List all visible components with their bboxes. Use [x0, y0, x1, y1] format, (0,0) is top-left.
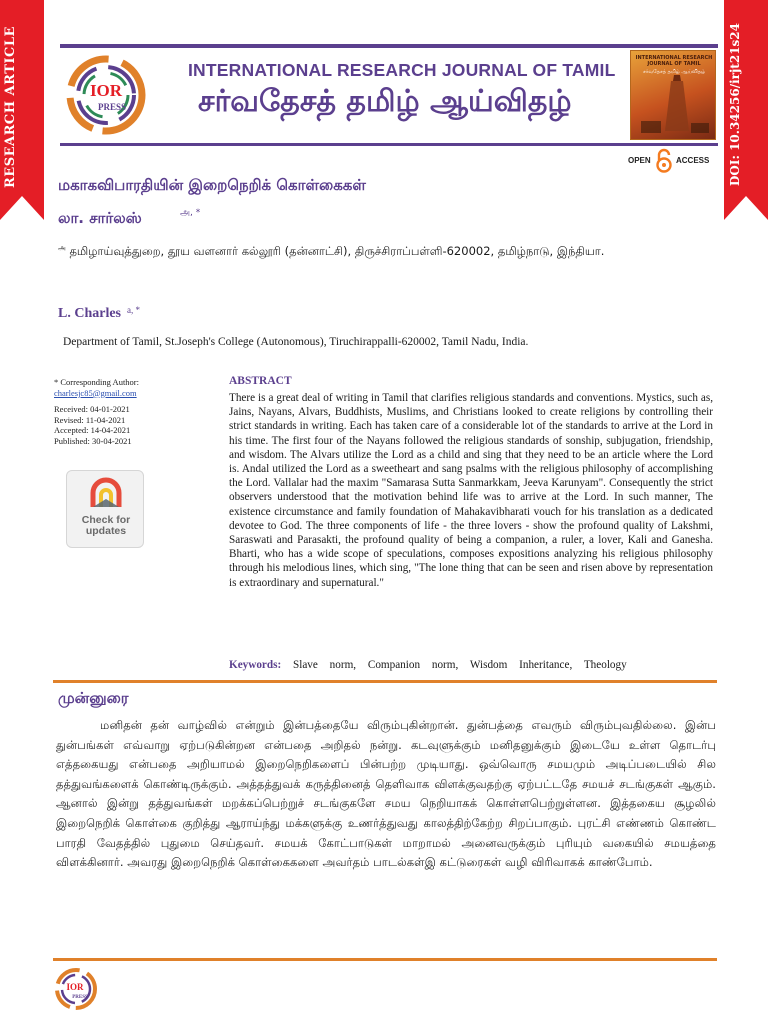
footer-logo-mark — [52, 965, 100, 1013]
affiliation-tamil-mark: அ — [58, 244, 66, 253]
section-divider-top — [53, 680, 717, 683]
research-article-label: RESEARCH ARTICLE — [3, 26, 18, 188]
temple-image — [631, 51, 717, 141]
introduction-text: மனிதன் தன் வாழ்வில் என்றும் இன்பத்தையே விரும்புகின்றான். துன்பத்தை எவரும் விரும்புவதில்லை. இன்ப துன்பங்கள் எவ்வாறு ஏற்படுகின்றன என்பதை அறிதல் நன்று. கடவுளுக்கும் மனிதனுக்கும் இடையே உள்ள தொடர்பு எத்தகையது என்பதை அறியாமல் இறைநெறிகளைப் பின்பற்ற முடியாது. ஒவ்வொரு சமயமும் அடிப்படையில் சில தத்துவங்களைக் கொண்டிருக்கும். அத்தத்துவக் கருத்தினைத் தெளிவாக விளக்குவதற்கு ஏற்பட்டதே சமயச் சடங்குகள் ஆகும். ஆனால் இன்று தத்துவங்கள் மறக்கப்பெற்றுச் சடங்குகளே சமய நெறியாகக் கொள்ளபெற்றுள்ளன. இத்தகைய சூழலில் இறைநெறிக் கொள்கை குறித்து ஆராய்ந்து மக்களுக்கு உணர்த்துவது காலத்திற்கேற்ற சிறப்பாகும். புரட்சி எண்ணம் கொண்ட பாரதி வேதத்தில் புதுமை செய்தவர். சமயக் கோட்பாடுகள் மாறாமல் அனைவருக்கும் புரியும் வகையில் சமயத்தை விளக்கினார். அவரது இறைநெறிக் கொள்கைகளை அவர்தம் பாடல்கள்இ கட்டுரைகள் வழி விரிவாகக் காண்போம். — [56, 718, 716, 870]
open-access-access-text: ACCESS — [676, 156, 710, 165]
journal-title-english: INTERNATIONAL RESEARCH JOURNAL OF TAMIL — [188, 60, 616, 80]
logo-press-text: PRESS — [97, 102, 127, 112]
introduction-heading: முன்னுரை — [58, 689, 129, 707]
author-english-superscript: a, * — [127, 305, 140, 315]
check-updates-label — [67, 515, 145, 537]
article-title-tamil: மகாகவிபாரதியின் இறைநெறிக் கொள்கைகள் — [58, 176, 366, 194]
doi-ribbon[interactable] — [724, 0, 768, 220]
header-rule-bottom — [60, 143, 718, 146]
accepted-date: Accepted: 14-04-2021 — [54, 425, 131, 435]
open-access-badge — [628, 148, 718, 174]
affiliation-english: Department of Tamil, St.Joseph's College (Autonomous), Tiruchirappalli-620002, Tamil Nadu, India. — [63, 336, 529, 348]
revised-date: Revised: 11-04-2021 — [54, 414, 126, 425]
open-access-open-text: OPEN — [628, 156, 651, 165]
ior-press-logo-mark — [60, 50, 152, 140]
received-date: Received: 04-01-2021 — [54, 404, 130, 414]
journal-cover-thumbnail — [630, 50, 716, 140]
check-updates-line1: Check for — [81, 514, 131, 526]
check-updates-line2: updates — [85, 525, 127, 537]
journal-title-tamil: சர்வதேசத் தமிழ் ஆய்விதழ் — [198, 84, 572, 119]
logo-ior-text: IOR — [89, 81, 123, 100]
abstract-heading: ABSTRACT — [229, 375, 292, 387]
cover-subtitle: சர்வதேசத் தமிழ் ஆய்விதழ் — [643, 69, 705, 75]
affiliation-tamil-text: தமிழாய்வுத்துறை, தூய வளனார் கல்லூரி (தன்னாட்சி), திருச்சிராப்பள்ளி-620002, தமிழ்நாடு, இந்தியா. — [69, 244, 605, 258]
keywords-label: Keywords: — [229, 659, 282, 671]
article-info-sidebar — [54, 377, 214, 446]
check-for-updates-button[interactable] — [66, 470, 144, 548]
cover-title: INTERNATIONAL RESEARCH JOURNAL OF TAMIL — [635, 55, 713, 67]
affiliation-tamil — [58, 244, 604, 260]
published-date: Published: 30-04-2021 — [54, 435, 132, 446]
corresponding-email-link[interactable]: charlesjc85@gmail.com — [54, 387, 137, 398]
corresponding-author-label: * Corresponding Author: — [54, 377, 139, 387]
footer-logo-press-text: PRESS — [72, 995, 88, 1000]
abstract-body: There is a great deal of writing in Tamil that clarifies religious standards and conventions. Mystics, such as, Jains, Nayans, Alvars, Buddhists, Muslims, and Christians looked to create religions by controlling their strict standards in writing. Each has taken care of a considerable lot of the standards to arrive at the Lord in his time. The first four of the Nayans followed the religious standards of sonship, subjugation, friendship, and wisdom. The Alvars utilize the Lord as a child and sing that they need to be an article where the Lord is. Andal utilized the Lord as a sweetheart and sang psalms with the religious philosophy of accomplishing the Lord. Vallalar had the maxim "Samarasa Sutta Sanmarkkam, Jeeva Karunyam". Consequently the strict observers understood that the motivation behind life was to arrive at the Lord. In such manner, The existence circumstance and family foundation of Mahakavibharati vouch for his translation as a dedicated devotee to God. The three components of life - the three lovers - show the profound quality of Lakshmi, Saraswati and Parasakti, the profound quality of being a companion, a ruler, a lover, Kali and Ganesha. Bharti, who has a wide scope of speculations, composes expositions analyzing his religious philosophy through his melodious lines, which sing, "The lone thing that can be seen and risen above by representation is extraordinary and supernatural." — [229, 392, 713, 589]
ior-press-logo — [60, 50, 152, 140]
research-article-ribbon — [0, 0, 44, 220]
header-rule-top — [60, 44, 718, 48]
author-name-tamil: லா. சார்லஸ் — [58, 209, 142, 227]
footer-ior-press-logo — [52, 965, 100, 1013]
article-dates — [54, 404, 214, 446]
check-updates-icon — [67, 471, 145, 515]
footer-logo-ior-text: IOR — [66, 982, 84, 992]
footer-divider — [53, 958, 717, 961]
keywords-line — [229, 659, 713, 671]
open-lock-icon — [655, 148, 673, 174]
author-name-english: L. Charles — [58, 306, 121, 321]
introduction-body — [56, 716, 716, 873]
keywords-list: Slave norm, Companion norm, Wisdom Inheritance, Theology — [293, 659, 627, 671]
doi-label[interactable]: DOI: 10.34256/irjt21s24 — [728, 22, 742, 186]
author-tamil-superscript: அ, * — [180, 208, 201, 218]
